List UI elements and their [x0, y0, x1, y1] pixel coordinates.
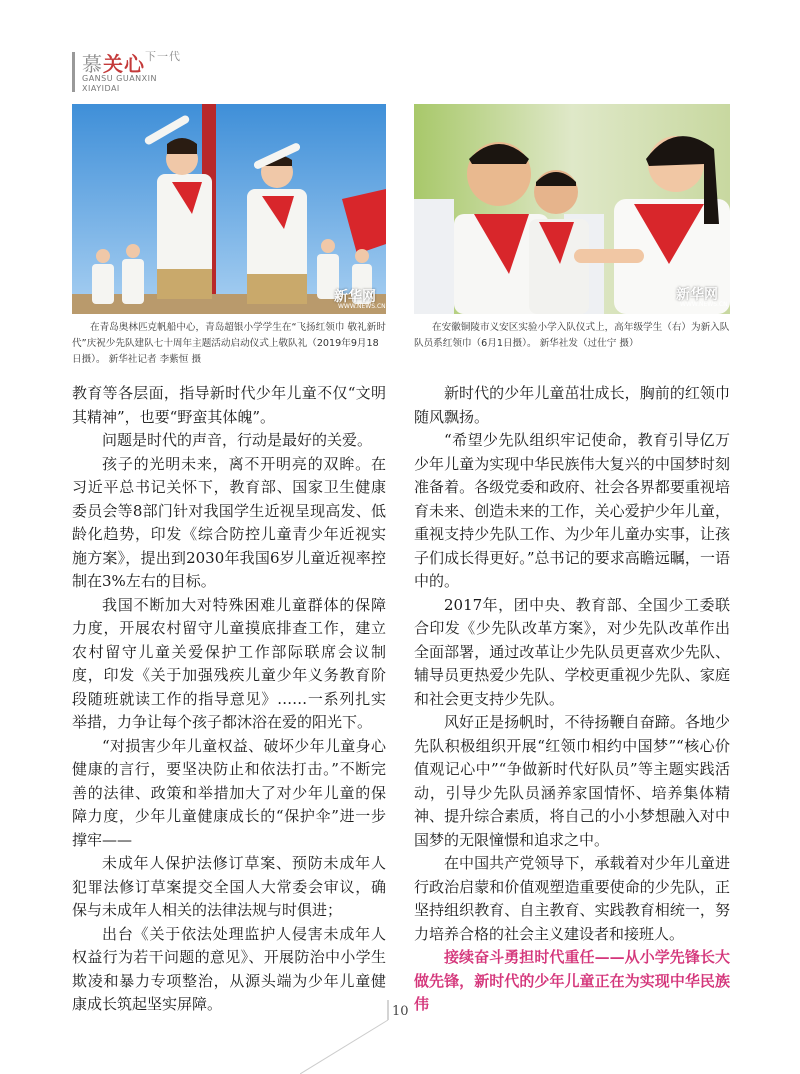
photo1-watermark: 新华网: [334, 289, 376, 305]
logo-part3: 下一代: [145, 50, 181, 63]
logo-sub-line1: GANSU GUANXIN: [82, 74, 157, 83]
logo-part2: 关心: [103, 52, 145, 76]
photo2-caption: 在安徽铜陵市义安区实验小学入队仪式上，高年级学生（右）为新入队队员系红领巾（6月1日摄）。 新华社发（过仕宁 摄）: [414, 322, 730, 349]
magazine-logo: [82, 48, 181, 77]
paragraph: “希望少先队组织牢记使命，教育引导亿万少年儿童为实现中华民族伟大复兴的中国梦时刻准备着。各级党委和政府、社会各界都要重视培育未来、创造未来的工作，关心爱护少年儿童，重视支持少先队工作、为少年儿童办实事，让孩子们成长得更好。”总书记的要求高瞻远瞩，一语中的。: [414, 431, 730, 590]
logo-sub-line2: XIAYIDAI: [82, 84, 120, 93]
paragraph: 出台《关于依法处理监护人侵害未成年人权益行为若干问题的意见》、开展防治中小学生欺凌和暴力专项整治，从源头端为少年儿童健康成长筑起坚实屏障。: [72, 924, 386, 1013]
photo1-watermark-url: WWW.NEWS.CN: [338, 303, 386, 310]
photo-saluting-students: [72, 104, 386, 314]
logo-part1: 慕: [82, 52, 103, 76]
paragraph: 新时代的少年儿童茁壮成长，胸前的红领巾随风飘扬。: [414, 384, 730, 426]
paragraph: 教育等各层面，指导新时代少年儿童不仅“文明其精神”，也要“野蛮其体魄”。: [72, 384, 386, 426]
article-column-right: [414, 382, 730, 1017]
header-bar: [72, 52, 75, 92]
paragraph: 在中国共产党领导下，承载着对少年儿童进行政治启蒙和价值观塑造重要使命的少先队，正坚持组织教育、自主教育、实践教育相统一，努力培养合格的社会主义建设者和接班人。: [414, 854, 730, 943]
article-column-left: [72, 382, 386, 1017]
paragraph: 我国不断加大对特殊困难儿童群体的保障力度，开展农村留守儿童摸底排查工作，建立农村留守儿童关爱保护工作部际联席会议制度，印发《关于加强残疾儿童少年义务教育阶段随班就读工作的指导意见》……一系列扎实举措，力争让每个孩子都沐浴在爱的阳光下。: [72, 595, 386, 731]
paragraph: “对损害少年儿童权益、破坏少年儿童身心健康的言行，要坚决防止和依法打击。”不断完善的法律、政策和举措加大了对少年儿童的保障力度，少年儿童健康成长的“保护伞”进一步撑牢——: [72, 736, 386, 849]
paragraph: 未成年人保护法修订草案、预防未成年人犯罪法修订草案提交全国人大常委会审议，确保与未成年人相关的法律法规与时俱进；: [72, 854, 386, 919]
paragraph: 问题是时代的声音，行动是最好的关爱。: [102, 431, 373, 449]
paragraph: 风好正是扬帆时，不待扬鞭自奋蹄。各地少先队积极组织开展“红领巾相约中国梦”“核心价值观记心中”“争做新时代好队员”等主题实践活动，引导少先队员涵养家国情怀、培养集体精神、提升综合素质，将自己的小小梦想融入对中国梦的无限憧憬和追求之中。: [414, 713, 730, 849]
magazine-header: [72, 48, 272, 100]
paragraph: 孩子的光明未来，离不开明亮的双眸。在习近平总书记关怀下，教育部、国家卫生健康委员会等8部门针对我国学生近视呈现高发、低龄化趋势，印发《综合防控儿童青少年近视实施方案》，提出到2030年我国6岁儿童近视率控制在3%左右的目标。: [72, 454, 386, 590]
photo-tying-image: [414, 104, 730, 314]
paragraph: 2017年，团中央、教育部、全国少工委联合印发《少先队改革方案》，对少先队改革作出全面部署，通过改革让少先队员更喜欢少先队、辅导员更热爱少先队、学校更重视少先队、家庭和社会更支持少先队。: [414, 595, 730, 708]
photo2-watermark: 新华网: [676, 287, 718, 303]
photo1-caption: 在青岛奥林匹克帆船中心，青岛超银小学学生在“飞扬红领巾 敬礼新时代”庆祝少先队建队七十周年主题活动启动仪式上敬队礼（2019年9月18日摄）。 新华社记者 李紫恒 摄: [72, 322, 386, 365]
logo-subtitle: [82, 74, 157, 94]
page-number: 10: [392, 1004, 409, 1019]
photo-saluting-image: [72, 104, 386, 314]
highlight-subheading: 接续奋斗勇担时代重任——从小学先锋长大做先锋，新时代的少年儿童正在为实现中华民族伟: [414, 948, 730, 1013]
photo-tying-scarf: [414, 104, 730, 314]
photo2-watermark-url: WWW.NEWS.CN: [680, 301, 728, 308]
